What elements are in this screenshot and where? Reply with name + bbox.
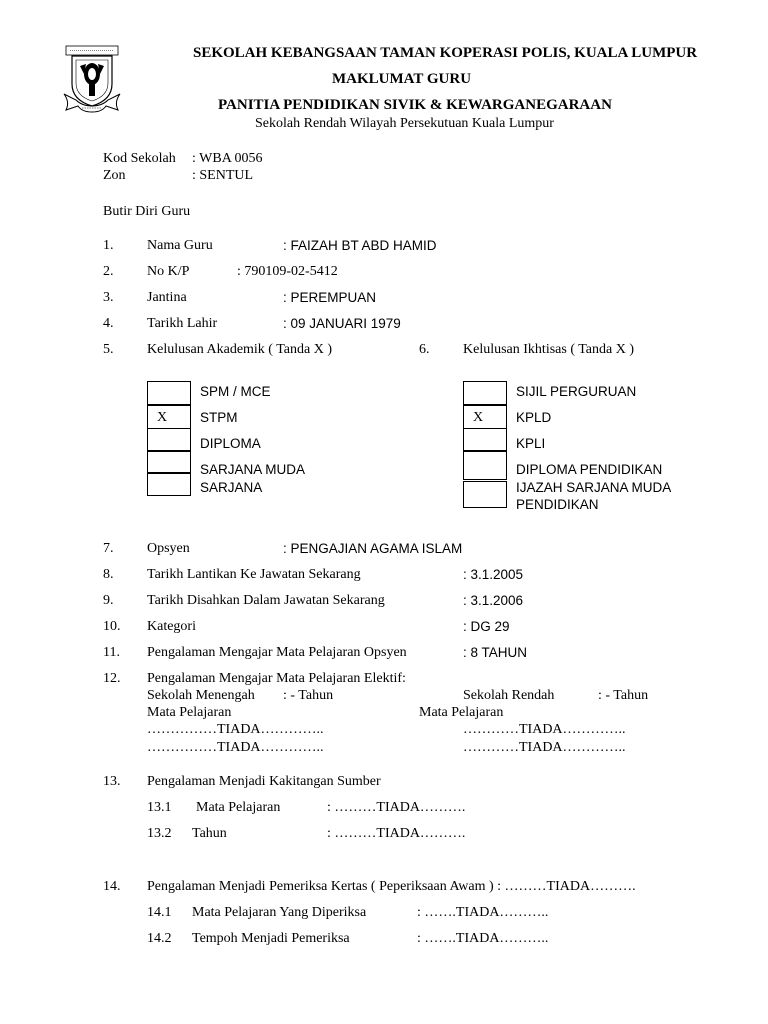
item-number: 3. bbox=[103, 290, 114, 305]
checkbox-diploma[interactable] bbox=[147, 428, 191, 452]
tarikh-lantikan-value: : 3.1.2005 bbox=[463, 567, 524, 582]
option-pendidikan: PENDIDIKAN bbox=[516, 497, 599, 512]
tarikh-disahkan-value: : 3.1.2006 bbox=[463, 593, 524, 608]
sekolah-rendah-value: : - Tahun bbox=[598, 688, 649, 703]
nama-guru-value: : FAIZAH BT ABD HAMID bbox=[283, 238, 437, 253]
pengalaman-elektif-label: Pengalaman Mengajar Mata Pelajaran Elektif: bbox=[147, 671, 406, 686]
mata-pelajaran-diperiksa-value: : …….TIADA……….. bbox=[417, 905, 549, 920]
item-number: 1. bbox=[103, 238, 114, 253]
elektif-rendah-value: …………TIADA………….. bbox=[463, 722, 626, 737]
option-ijazah-sarjana-muda: IJAZAH SARJANA MUDA bbox=[516, 480, 672, 495]
opsyen-value: : PENGAJIAN AGAMA ISLAM bbox=[283, 541, 463, 556]
sub-item-number: 13.2 bbox=[147, 826, 172, 841]
document-subtitle: Sekolah Rendah Wilayah Persekutuan Kuala Lumpur bbox=[255, 116, 554, 131]
sumber-tahun-label: Tahun bbox=[192, 826, 227, 841]
elektif-menengah-value: ……………TIADA………….. bbox=[147, 740, 324, 755]
checkbox-kpli[interactable] bbox=[463, 428, 507, 452]
item-number: 5. bbox=[103, 342, 114, 357]
item-number: 12. bbox=[103, 671, 121, 686]
pengalaman-opsyen-label: Pengalaman Mengajar Mata Pelajaran Opsyen bbox=[147, 645, 407, 660]
jantina-value: : PEREMPUAN bbox=[283, 290, 377, 305]
tarikh-disahkan-label: Tarikh Disahkan Dalam Jawatan Sekarang bbox=[147, 593, 385, 608]
item-number: 9. bbox=[103, 593, 114, 608]
tempoh-pemeriksa-label: Tempoh Menjadi Pemeriksa bbox=[192, 931, 350, 946]
checkbox-spm[interactable] bbox=[147, 381, 191, 405]
no-kp-label: No K/P bbox=[147, 264, 190, 279]
item-number: 11. bbox=[103, 645, 120, 660]
kod-sekolah-label: Kod Sekolah bbox=[103, 151, 176, 166]
nama-guru-label: Nama Guru bbox=[147, 238, 213, 253]
sub-item-number: 14.2 bbox=[147, 931, 172, 946]
zon-label: Zon bbox=[103, 168, 126, 183]
document-title: MAKLUMAT GURU bbox=[332, 71, 472, 87]
option-spm: SPM / MCE bbox=[200, 384, 271, 399]
mata-pelajaran-diperiksa-label: Mata Pelajaran Yang Diperiksa bbox=[192, 905, 367, 920]
option-stpm: STPM bbox=[200, 410, 238, 425]
checkbox-kpld[interactable] bbox=[463, 405, 507, 429]
option-sarjana-muda: SARJANA MUDA bbox=[200, 462, 306, 477]
opsyen-label: Opsyen bbox=[147, 541, 190, 556]
item-number: 7. bbox=[103, 541, 114, 556]
x-mark: X bbox=[473, 410, 484, 425]
tarikh-lantikan-label: Tarikh Lantikan Ke Jawatan Sekarang bbox=[147, 567, 361, 582]
checkbox-sarjana-muda[interactable] bbox=[147, 450, 191, 474]
sumber-tahun-value: : ………TIADA………. bbox=[327, 826, 466, 841]
school-crest-logo bbox=[62, 44, 122, 120]
zon-value: : SENTUL bbox=[192, 168, 254, 183]
sekolah-menengah-value: : - Tahun bbox=[283, 688, 334, 703]
checkbox-stpm[interactable] bbox=[147, 405, 191, 429]
sekolah-menengah-label: Sekolah Menengah bbox=[147, 688, 255, 703]
tarikh-lahir-label: Tarikh Lahir bbox=[147, 316, 218, 331]
tempoh-pemeriksa-value: : …….TIADA……….. bbox=[417, 931, 549, 946]
sumber-mata-pelajaran-value: : ………TIADA………. bbox=[327, 800, 466, 815]
checkbox-sijil-perguruan[interactable] bbox=[463, 381, 507, 405]
x-mark: X bbox=[157, 410, 168, 425]
item-number: 4. bbox=[103, 316, 114, 331]
no-kp-value: : 790109-02-5412 bbox=[237, 264, 338, 279]
pemeriksa-kertas-label: Pengalaman Menjadi Pemeriksa Kertas ( Peperiksaan Awam ) : ………TIADA………. bbox=[147, 879, 636, 894]
kategori-label: Kategori bbox=[147, 619, 196, 634]
item-number: 13. bbox=[103, 774, 121, 789]
checkbox-ijazah-sarjana-muda[interactable] bbox=[463, 481, 507, 508]
mata-pelajaran-label: Mata Pelajaran bbox=[147, 705, 232, 720]
item-number: 10. bbox=[103, 619, 121, 634]
option-kpld: KPLD bbox=[516, 410, 552, 425]
pengalaman-opsyen-value: : 8 TAHUN bbox=[463, 645, 528, 660]
item-number: 2. bbox=[103, 264, 114, 279]
sub-item-number: 13.1 bbox=[147, 800, 172, 815]
kelulusan-ikhtisas-label: Kelulusan Ikhtisas ( Tanda X ) bbox=[463, 342, 635, 357]
elektif-rendah-value: …………TIADA………….. bbox=[463, 740, 626, 755]
option-diploma-pendidikan: DIPLOMA PENDIDIKAN bbox=[516, 462, 663, 477]
kakitangan-sumber-label: Pengalaman Menjadi Kakitangan Sumber bbox=[147, 774, 381, 789]
sumber-mata-pelajaran-label: Mata Pelajaran bbox=[196, 800, 281, 815]
school-name: SEKOLAH KEBANGSAAN TAMAN KOPERASI POLIS, KUALA LUMPUR bbox=[193, 45, 698, 61]
item-number: 8. bbox=[103, 567, 114, 582]
checkbox-diploma-pendidikan[interactable] bbox=[463, 450, 507, 480]
kelulusan-akademik-label: Kelulusan Akademik ( Tanda X ) bbox=[147, 342, 332, 357]
option-diploma: DIPLOMA bbox=[200, 436, 261, 451]
tarikh-lahir-value: : 09 JANUARI 1979 bbox=[283, 316, 401, 331]
item-number: 6. bbox=[419, 342, 430, 357]
sub-item-number: 14.1 bbox=[147, 905, 172, 920]
checkbox-sarjana[interactable] bbox=[147, 472, 191, 496]
kategori-value: : DG 29 bbox=[463, 619, 510, 634]
section-title: Butir Diri Guru bbox=[103, 204, 191, 219]
panel-name: PANITIA PENDIDIKAN SIVIK & KEWARGANEGARAAN bbox=[218, 97, 612, 113]
option-sijil-perguruan: SIJIL PERGURUAN bbox=[516, 384, 637, 399]
sekolah-rendah-label: Sekolah Rendah bbox=[463, 688, 555, 703]
mata-pelajaran-label: Mata Pelajaran bbox=[419, 705, 504, 720]
item-number: 14. bbox=[103, 879, 121, 894]
elektif-menengah-value: ……………TIADA………….. bbox=[147, 722, 324, 737]
kod-sekolah-value: : WBA 0056 bbox=[192, 151, 263, 166]
option-kpli: KPLI bbox=[516, 436, 546, 451]
jantina-label: Jantina bbox=[147, 290, 187, 305]
option-sarjana: SARJANA bbox=[200, 480, 263, 495]
